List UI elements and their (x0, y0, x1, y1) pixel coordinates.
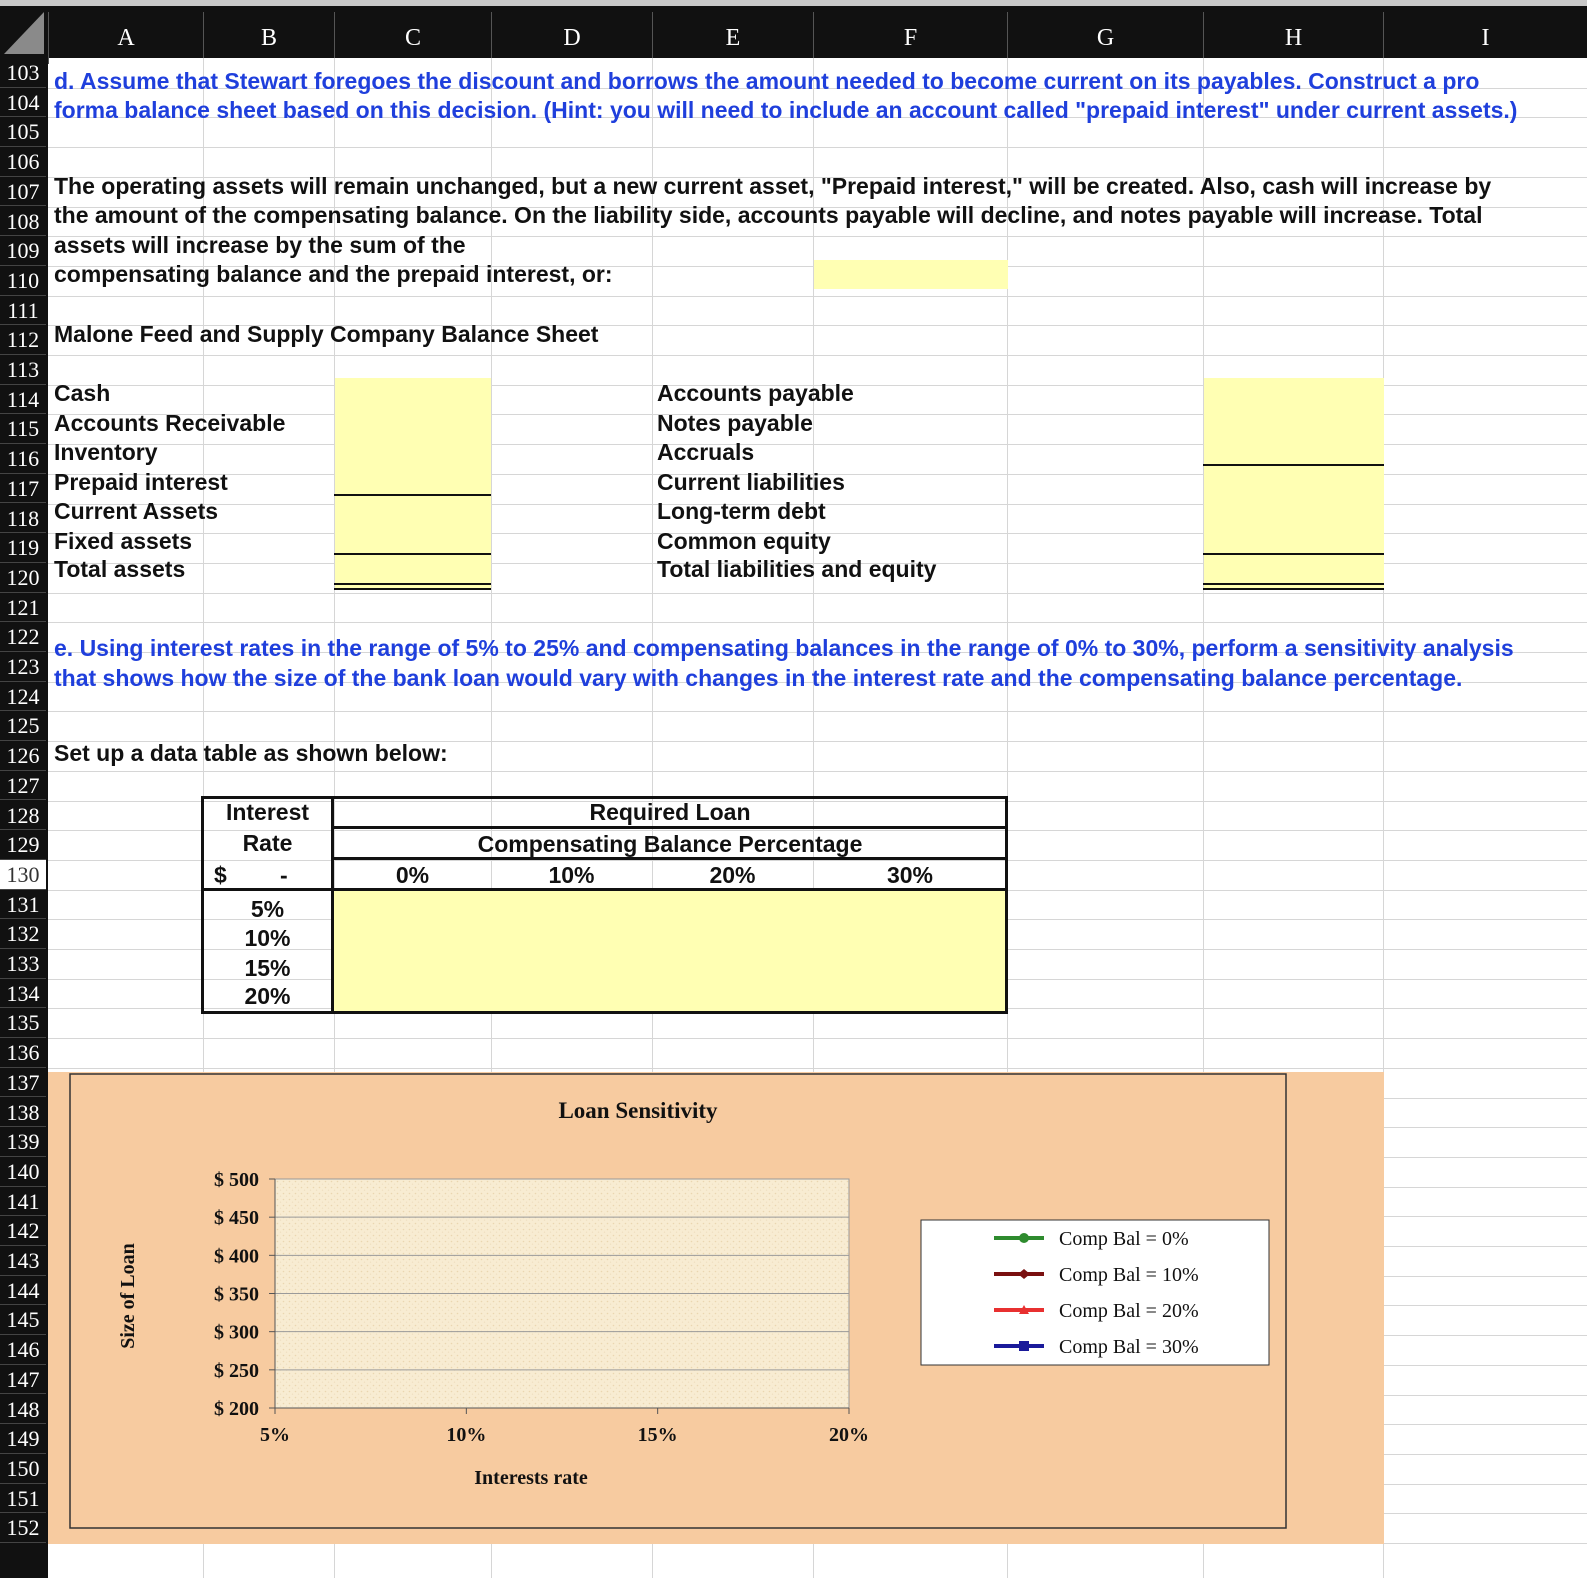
data-table-rate-20: 20% (244, 983, 291, 1009)
asset-label-receivables: Accounts Receivable (54, 410, 286, 436)
row-header-132[interactable]: 132 (0, 919, 46, 949)
asset-label-inventory: Inventory (54, 439, 158, 465)
legend-label: Comp Bal = 0% (1059, 1228, 1189, 1250)
liability-label-common-equity: Common equity (657, 528, 831, 554)
balance-sheet-title: Malone Feed and Supply Company Balance Sheet (54, 321, 599, 347)
data-table-rate-15: 15% (244, 955, 291, 981)
row-header-137[interactable]: 137 (0, 1068, 46, 1098)
explanation-line3: assets will increase by the sum of the (54, 232, 466, 258)
row-gridline (48, 711, 1587, 712)
y-tick-label: $ 200 (214, 1398, 259, 1420)
x-tick-label: 15% (637, 1424, 678, 1446)
data-table-comp-col-20: 20% (709, 862, 756, 888)
data-table-comp-col-10: 10% (548, 862, 595, 888)
row-gridline (48, 296, 1587, 297)
column-header-bar (0, 0, 1587, 58)
row-header-115[interactable]: 115 (0, 414, 46, 444)
asset-label-cash: Cash (54, 380, 111, 406)
data-table-corner-value[interactable]: - (280, 862, 288, 888)
explanation-line2: the amount of the compensating balance. On the liability side, accounts payable will decline, and notes payable will increase. Total (54, 202, 1483, 228)
y-tick-label: $ 400 (214, 1245, 259, 1268)
row-header-141[interactable]: 141 (0, 1187, 46, 1217)
row-header-146[interactable]: 146 (0, 1335, 46, 1365)
data-table-header-rate: Rate (242, 830, 293, 856)
column-header-d[interactable]: D (491, 12, 652, 64)
row-header-151[interactable]: 151 (0, 1484, 46, 1514)
row-header-136[interactable]: 136 (0, 1038, 46, 1068)
row-header-150[interactable]: 150 (0, 1454, 46, 1484)
legend-label: Comp Bal = 20% (1059, 1300, 1199, 1322)
row-header-144[interactable]: 144 (0, 1276, 46, 1306)
assets-total-underline (334, 553, 491, 555)
row-header-131[interactable]: 131 (0, 890, 46, 920)
row-header-139[interactable]: 139 (0, 1127, 46, 1157)
assets-double-underline-2 (334, 588, 491, 590)
row-header-122[interactable]: 122 (0, 622, 46, 652)
part-e-prompt-line2: that shows how the size of the bank loan would vary with changes in the interest rate and the compensating balance percentage. (54, 665, 1463, 691)
asset-label-prepaid-interest: Prepaid interest (54, 469, 228, 495)
row-gridline (48, 771, 1587, 772)
row-header-147[interactable]: 147 (0, 1365, 46, 1395)
part-d-prompt-line1: d. Assume that Stewart foregoes the discount and borrows the amount needed to become current on its payables. Construct a pro (54, 68, 1480, 94)
row-header-117[interactable]: 117 (0, 474, 46, 504)
liability-label-total-liabilities-equity: Total liabilities and equity (657, 556, 937, 582)
data-table-instruction: Set up a data table as shown below: (54, 740, 448, 766)
row-header-135[interactable]: 135 (0, 1008, 46, 1038)
row-header-113[interactable]: 113 (0, 355, 46, 385)
data-table-rate-10: 10% (244, 925, 291, 951)
row-header-107[interactable]: 107 (0, 177, 46, 207)
assets-input-cells[interactable] (335, 378, 491, 589)
part-d-prompt-line2: forma balance sheet based on this decision. (Hint: you will need to include an account called "prepaid interest" under current assets.) (54, 97, 1518, 123)
row-header-118[interactable]: 118 (0, 504, 46, 534)
row-header-128[interactable]: 128 (0, 801, 46, 831)
data-table-corner-currency[interactable]: $ (214, 862, 227, 888)
column-header-f[interactable]: F (813, 12, 1007, 64)
row-header-119[interactable]: 119 (0, 533, 46, 563)
legend-label: Comp Bal = 10% (1059, 1264, 1199, 1286)
x-tick-label: 20% (829, 1424, 869, 1446)
liability-label-notes-payable: Notes payable (657, 410, 813, 436)
liability-label-accounts-payable: Accounts payable (657, 380, 854, 406)
total-increase-input-cell[interactable] (814, 260, 1008, 289)
row-header-142[interactable]: 142 (0, 1216, 46, 1246)
column-header-a[interactable]: A (48, 12, 203, 64)
liability-label-long-term-debt: Long-term debt (657, 498, 826, 524)
liabilities-subtotal-underline (1203, 464, 1384, 466)
row-gridline (48, 355, 1587, 356)
row-header-121[interactable]: 121 (0, 593, 46, 623)
row-header-103[interactable]: 103 (0, 58, 46, 88)
row-header-133[interactable]: 133 (0, 949, 46, 979)
row-header-column (0, 58, 48, 1578)
liabilities-input-cells[interactable] (1204, 378, 1384, 589)
asset-label-current-assets: Current Assets (54, 498, 219, 524)
data-table-header-interest: Interest (225, 799, 310, 825)
liability-label-accruals: Accruals (657, 439, 755, 465)
row-header-140[interactable]: 140 (0, 1157, 46, 1187)
row-header-120[interactable]: 120 (0, 563, 46, 593)
assets-double-underline-1 (334, 583, 491, 585)
row-header-105[interactable]: 105 (0, 117, 46, 147)
row-gridline (48, 1068, 1587, 1069)
chart-title: Loan Sensitivity (558, 1098, 718, 1123)
column-header-c[interactable]: C (334, 12, 491, 64)
legend-label: Comp Bal = 30% (1059, 1336, 1199, 1358)
row-header-109[interactable]: 109 (0, 236, 46, 266)
row-header-152[interactable]: 152 (0, 1513, 46, 1543)
liabilities-double-underline-2 (1203, 588, 1384, 590)
row-header-106[interactable]: 106 (0, 147, 46, 177)
row-header-112[interactable]: 112 (0, 325, 46, 355)
assets-subtotal-underline (334, 494, 491, 496)
x-tick-label: 10% (446, 1424, 487, 1446)
row-header-127[interactable]: 127 (0, 771, 46, 801)
column-header-g[interactable]: G (1007, 12, 1203, 64)
row-header-134[interactable]: 134 (0, 979, 46, 1009)
x-axis-label: Interests rate (474, 1467, 588, 1489)
part-e-prompt-line1: e. Using interest rates in the range of 5% to 25% and compensating balances in the range of 0% to 30%, perform a sensitivity analysis (54, 635, 1514, 661)
row-header-126[interactable]: 126 (0, 741, 46, 771)
row-header-110[interactable]: 110 (0, 266, 46, 296)
row-header-130[interactable]: 130 (0, 860, 46, 890)
data-table-comp-col-30: 30% (886, 862, 934, 888)
y-tick-label: $ 250 (214, 1359, 259, 1382)
row-header-123[interactable]: 123 (0, 652, 46, 682)
y-tick-label: $ 300 (214, 1321, 259, 1344)
row-header-125[interactable]: 125 (0, 711, 46, 741)
row-gridline (48, 593, 1587, 594)
data-table-rate-5: 5% (250, 896, 285, 922)
asset-label-fixed-assets: Fixed assets (54, 528, 193, 554)
y-tick-label: $ 350 (214, 1283, 259, 1306)
liabilities-double-underline-1 (1203, 583, 1384, 585)
column-header-h[interactable]: H (1203, 12, 1383, 64)
data-table-header-required-loan: Required Loan (589, 799, 751, 825)
row-header-149[interactable]: 149 (0, 1424, 46, 1454)
data-table-comp-col-0: 0% (395, 862, 430, 888)
column-header-i[interactable]: I (1383, 12, 1587, 64)
legend-marker (1019, 1341, 1029, 1351)
row-header-114[interactable]: 114 (0, 385, 46, 415)
y-tick-label: $ 450 (214, 1207, 259, 1230)
y-axis-label: Size of Loan (117, 1243, 139, 1349)
row-header-129[interactable]: 129 (0, 830, 46, 860)
x-tick-label: 5% (260, 1424, 290, 1446)
y-tick-label: $ 500 (214, 1169, 259, 1191)
column-header-b[interactable]: B (203, 12, 334, 64)
liabilities-total-underline (1203, 553, 1384, 555)
row-header-143[interactable]: 143 (0, 1246, 46, 1276)
row-header-145[interactable]: 145 (0, 1305, 46, 1335)
row-header-138[interactable]: 138 (0, 1098, 46, 1128)
row-header-148[interactable]: 148 (0, 1395, 46, 1425)
column-header-e[interactable]: E (652, 12, 813, 64)
explanation-line4: compensating balance and the prepaid interest, or: (54, 261, 613, 287)
loan-sensitivity-chart[interactable] (48, 1072, 1384, 1544)
row-header-108[interactable]: 108 (0, 207, 46, 237)
asset-label-total-assets: Total assets (54, 556, 186, 582)
liability-label-current-liabilities: Current liabilities (657, 469, 845, 495)
row-header-104[interactable]: 104 (0, 88, 46, 118)
row-gridline (48, 147, 1587, 148)
explanation-line1: The operating assets will remain unchanged, but a new current asset, "Prepaid interest," will be created. Also, cash will increase by (54, 173, 1492, 199)
row-gridline (48, 622, 1587, 623)
row-header-111[interactable]: 111 (0, 296, 46, 326)
row-header-116[interactable]: 116 (0, 444, 46, 474)
row-header-124[interactable]: 124 (0, 682, 46, 712)
legend-marker (1019, 1233, 1029, 1243)
data-table-header-comp-balance: Compensating Balance Percentage (477, 831, 863, 857)
row-gridline (48, 1038, 1587, 1039)
select-all-corner[interactable] (0, 6, 48, 58)
